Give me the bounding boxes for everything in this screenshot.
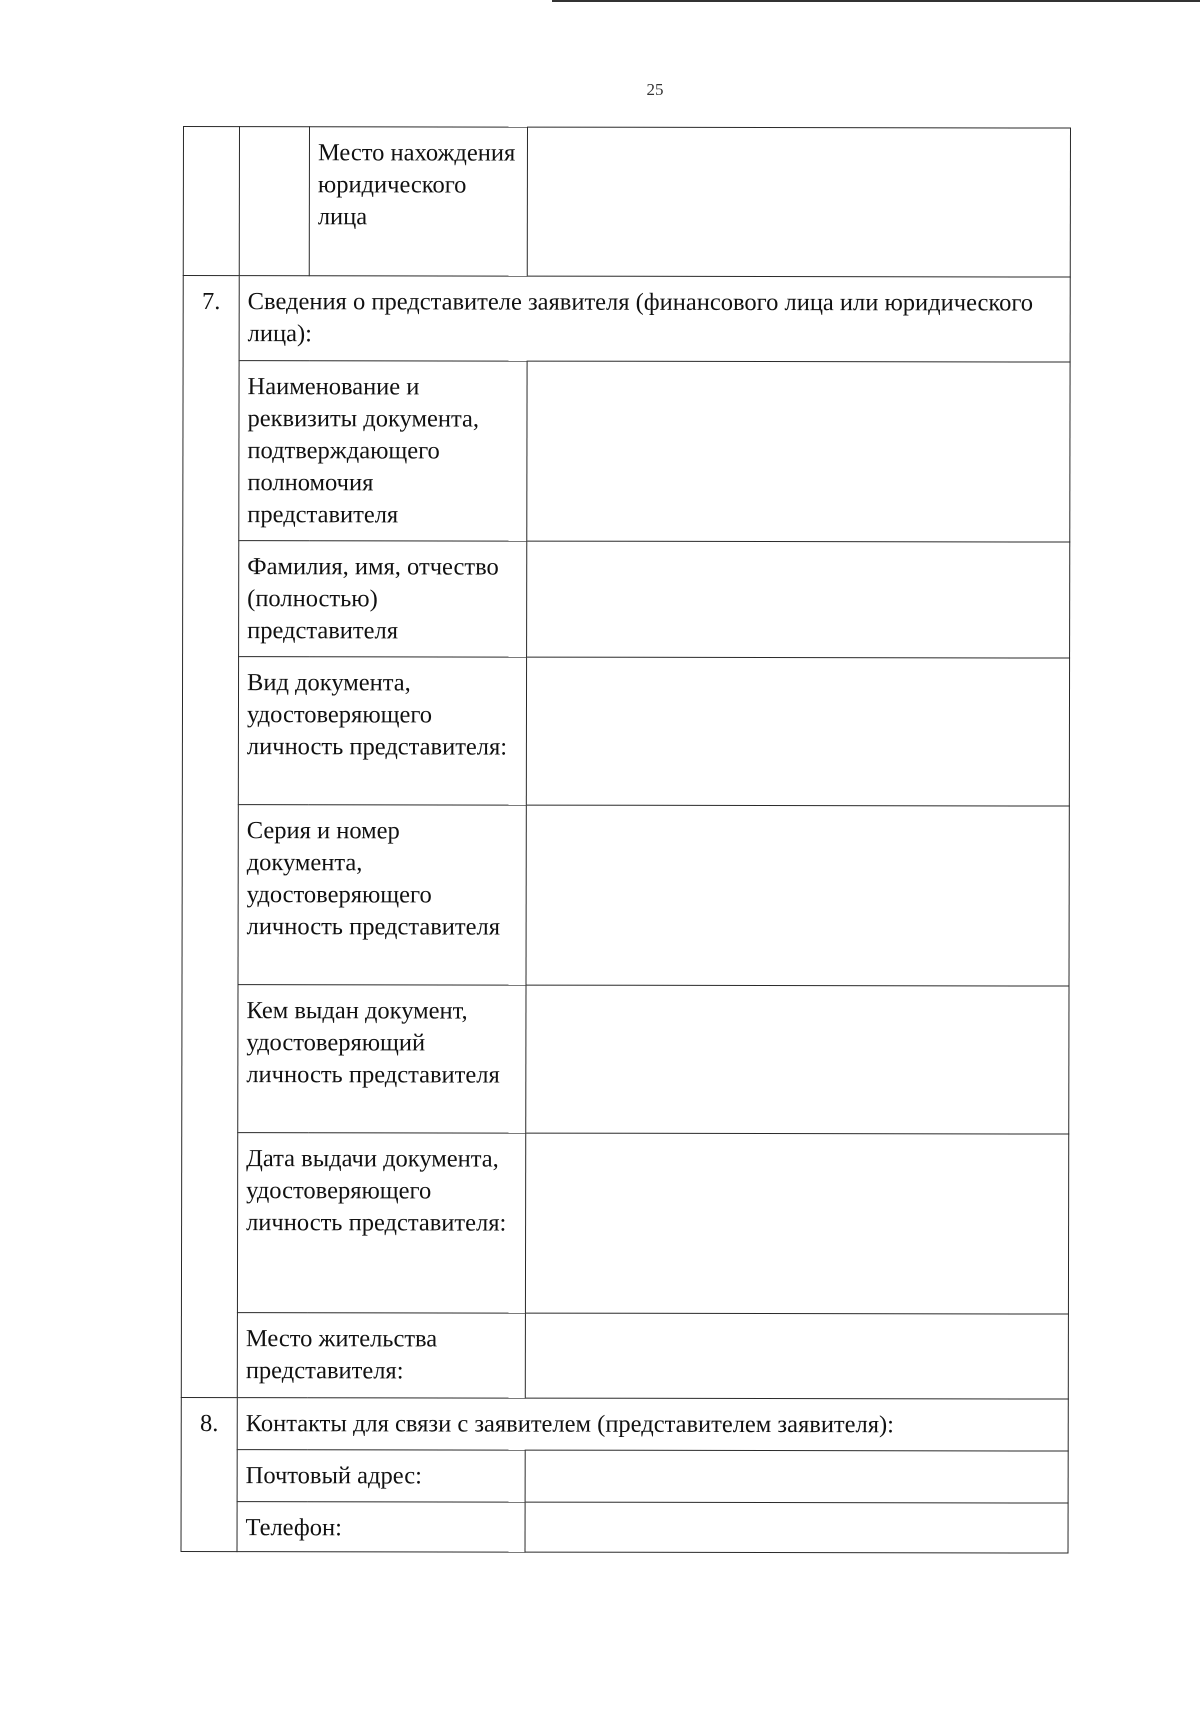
table-row [183,541,1070,659]
page-number: 25 [646,80,664,99]
section-7-title: Сведения о представителе заявителя (финансового лица или юридического лица): [239,276,1070,362]
field-label: Телефон: [237,1502,525,1553]
table-row [182,804,1069,986]
table-row-location [183,127,1070,278]
table-row [182,657,1069,807]
table-row [181,1449,1068,1503]
table-row [183,361,1070,543]
field-value-cell[interactable] [525,1313,1068,1399]
field-label: Фамилия, имя, отчество (полностью) представителя [239,541,527,658]
field-label: Серия и номер документа, удостоверяющего личность представителя [238,805,526,986]
field-value-cell[interactable] [527,541,1070,658]
field-value-cell[interactable] [525,1502,1068,1553]
field-label: Место нахождения юридического лица [309,127,527,276]
section-8-number: 8. [181,1397,237,1551]
section-7-header-row [183,276,1070,363]
field-value-cell[interactable] [525,1133,1068,1314]
field-label: Почтовый адрес: [237,1450,525,1503]
field-label: Вид документа, удостоверяющего личность представителя: [238,657,526,806]
field-label: Дата выдачи документа, удостоверяющего личность представителя: [237,1133,525,1314]
section-8-header-row [181,1397,1068,1451]
application-form-table [181,126,1071,1554]
table-row [182,984,1069,1134]
section-8-title: Контакты для связи с заявителем (представителем заявителя): [237,1398,1068,1451]
scan-edge-line [552,0,1200,2]
number-cell-empty [183,127,239,276]
field-value-cell[interactable] [526,657,1069,806]
field-value-cell[interactable] [527,361,1070,542]
field-value-cell[interactable] [526,805,1069,986]
field-value-cell[interactable] [527,127,1070,277]
field-value-cell[interactable] [525,1450,1068,1503]
section-7-number: 7. [181,276,239,1398]
field-label: Место жительства представителя: [237,1313,525,1399]
field-label: Кем выдан документ, удостоверяющий личность представителя [238,985,526,1134]
field-value-cell[interactable] [526,985,1069,1134]
indent-cell-empty [239,127,309,276]
field-label: Наименование и реквизиты документа, подтверждающего полномочия представителя [239,361,527,542]
table-row [181,1501,1068,1553]
table-row [181,1312,1068,1399]
table-row [181,1132,1068,1314]
